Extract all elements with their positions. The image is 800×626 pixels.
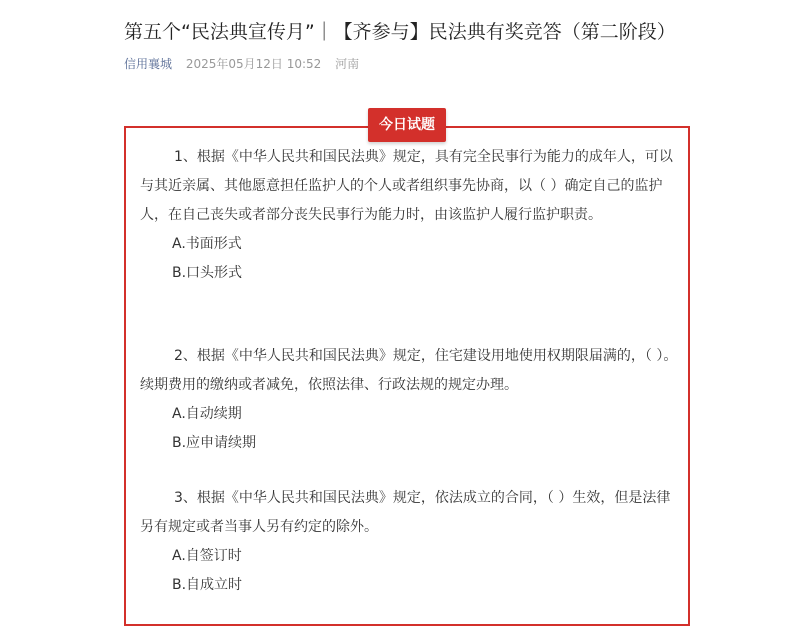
publish-date: 2025年05月12日 10:52 (185, 57, 322, 71)
article-meta (124, 56, 359, 72)
question-option-b: B.口头形式 (172, 265, 243, 281)
question-2 (140, 342, 680, 458)
article-title: 第五个“民法典宣传月”｜【齐参与】民法典有奖竞答（第二阶段） (124, 21, 676, 43)
question-stem: 1、根据《中华人民共和国民法典》规定，具有完全民事行为能力的成年人，可以与其近亲属、其他愿意担任监护人的个人或者组织事先协商，以（ ）确定自己的监护人，在自己丧失或者部分丧失民事行为能力时，由该监护人履行监护职责。 (140, 149, 673, 223)
question-option-b: B.自成立时 (172, 577, 243, 593)
question-option-b: B.应申请续期 (172, 435, 257, 451)
question-stem: 2、根据《中华人民共和国民法典》规定，住宅建设用地使用权期限届满的，（ ）。续期费用的缴纳或者减免，依照法律、行政法规的规定办理。 (140, 348, 678, 393)
question-3 (140, 484, 680, 600)
question-option-a: A.自签订时 (172, 548, 242, 564)
question-option-a: A.自动续期 (172, 406, 242, 422)
question-stem: 3、根据《中华人民共和国民法典》规定，依法成立的合同，（ ）生效，但是法律另有规定或者当事人另有约定的除外。 (140, 490, 671, 535)
question-option-a: A.书面形式 (172, 236, 242, 252)
account-name-link[interactable]: 信用襄城 (124, 57, 173, 71)
quiz-badge: 今日试题 (368, 108, 446, 142)
question-1 (140, 143, 680, 288)
publish-location: 河南 (335, 57, 360, 71)
